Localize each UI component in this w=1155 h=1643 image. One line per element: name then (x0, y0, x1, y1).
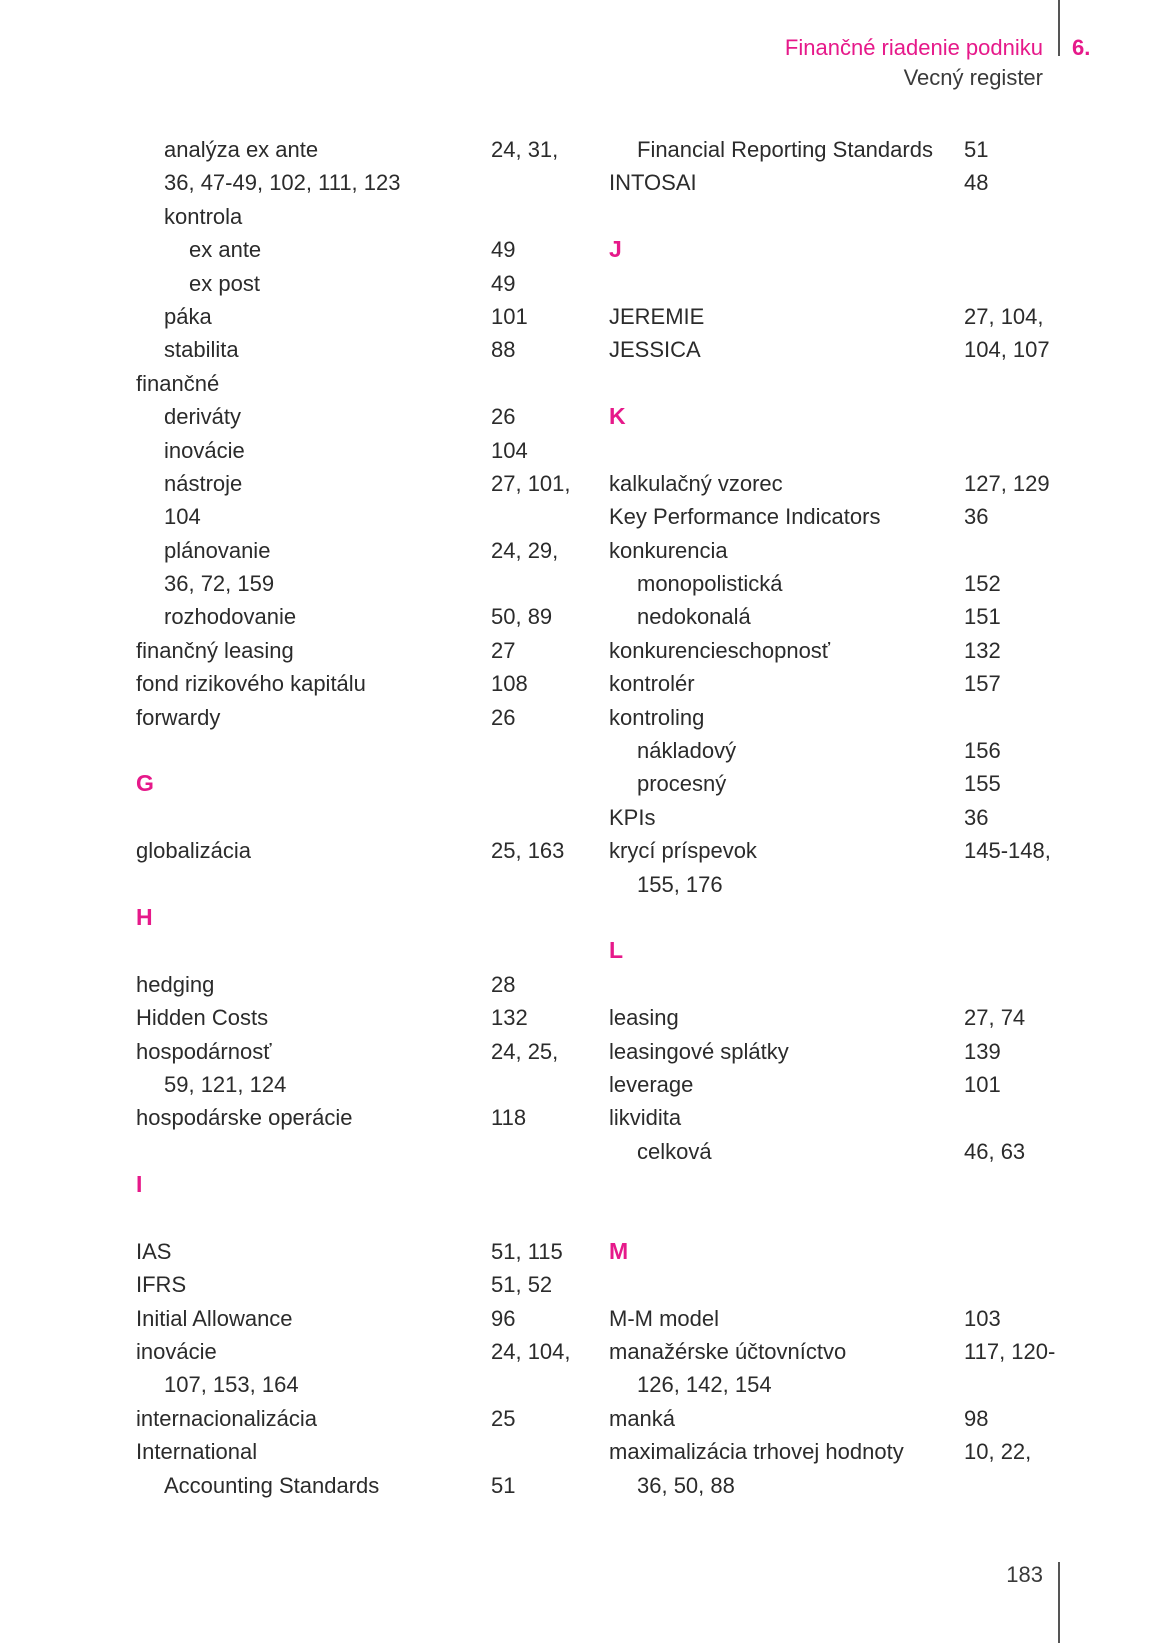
index-term: konkurencia (609, 537, 728, 563)
spacer-row (609, 901, 1079, 934)
index-entry (136, 1368, 606, 1401)
index-page-refs: 10, 22, (964, 1439, 1032, 1465)
index-term: hedging (136, 971, 215, 997)
index-page-refs: 104, 107 (964, 337, 1050, 363)
index-page-refs: 51 (964, 137, 989, 162)
spacer-row (609, 968, 1079, 1001)
index-entry (136, 600, 606, 633)
index-entry (136, 200, 606, 233)
index-term: JESSICA (609, 337, 701, 363)
index-term: finančný leasing (136, 637, 294, 663)
index-letter-heading (609, 1235, 1079, 1268)
index-page-refs: 101 (491, 303, 528, 329)
index-term: 59, 121, 124 (164, 1071, 287, 1097)
index-letter-heading (609, 934, 1079, 967)
page-number: 183 (1006, 1562, 1043, 1587)
index-term: manažérske účtovníctvo (609, 1339, 847, 1365)
index-term: Accounting Standards (164, 1472, 380, 1498)
index-entry (609, 1402, 1079, 1435)
index-entry (609, 1001, 1079, 1034)
index-term: International (136, 1439, 258, 1465)
index-term: kontrolér (609, 671, 695, 697)
index-entry (136, 1035, 606, 1068)
index-entry (136, 567, 606, 600)
index-entry (136, 634, 606, 667)
index-entry (609, 1068, 1079, 1101)
index-entry (609, 868, 1079, 901)
index-letter-heading (609, 233, 1079, 266)
index-page-refs: 27 (491, 637, 516, 663)
index-entry (609, 701, 1079, 734)
index-page-refs: 98 (964, 1405, 989, 1431)
spacer-row (609, 367, 1079, 400)
index-entry (609, 1101, 1079, 1134)
index-term: ex post (189, 270, 260, 296)
index-entry (136, 1068, 606, 1101)
index-term: globalizácia (136, 838, 251, 864)
index-page-refs: 24, 25, (491, 1038, 559, 1064)
index-entry (136, 534, 606, 567)
index-entry (609, 734, 1079, 767)
index-entry (609, 1302, 1079, 1335)
index-entry (136, 1001, 606, 1034)
spacer-row (136, 868, 606, 901)
index-entry (609, 767, 1079, 800)
index-entry (136, 434, 606, 467)
index-term: krycí príspevok (609, 838, 757, 864)
index-term: kalkulačný vzorec (609, 470, 783, 496)
index-term: 104 (164, 504, 201, 530)
index-term: finančné (136, 370, 220, 396)
index-page-refs: 104 (491, 437, 528, 463)
index-entry (609, 333, 1079, 366)
index-page-refs: 103 (964, 1305, 1001, 1331)
index-entry (609, 500, 1079, 533)
index-entry (136, 667, 606, 700)
letter-heading-text: G (136, 770, 154, 797)
index-term: kontroling (609, 704, 705, 730)
index-page-refs: 127, 129 (964, 470, 1050, 496)
index-entry (609, 467, 1079, 500)
index-page-refs: 151 (964, 604, 1001, 630)
spacer-row (136, 1135, 606, 1168)
spacer-row (609, 434, 1079, 467)
spacer-row (136, 934, 606, 967)
index-page-refs: 26 (491, 404, 516, 430)
index-term: inovácie (164, 437, 245, 463)
index-term: stabilita (164, 337, 239, 363)
index-entry (136, 467, 606, 500)
index-page-refs: 49 (491, 270, 516, 296)
index-page-refs: 50, 89 (491, 604, 553, 630)
index-term: internacionalizácia (136, 1405, 317, 1431)
index-entry (136, 267, 606, 300)
index-term: JEREMIE (609, 303, 705, 329)
index-page-refs: 24, 31, (491, 137, 559, 162)
index-page-refs: 139 (964, 1038, 1001, 1064)
index-term: 36, 47-49, 102, 111, 123 (164, 170, 401, 196)
index-entry (609, 166, 1079, 199)
index-page-refs: 49 (491, 237, 516, 263)
index-entry (609, 1469, 1079, 1502)
index-term: IAS (136, 1238, 172, 1264)
index-page-refs: 51 (491, 1472, 516, 1498)
letter-heading-text: I (136, 1171, 143, 1198)
index-page-refs: 96 (491, 1305, 516, 1331)
index-letter-heading (136, 1168, 606, 1201)
index-page-refs: 24, 104, (491, 1339, 571, 1365)
index-term: Financial Reporting Standards (637, 137, 933, 162)
spacer-row (136, 734, 606, 767)
index-entry (136, 1302, 606, 1335)
index-entry (609, 634, 1079, 667)
index-entry (136, 166, 606, 199)
index-term: inovácie (136, 1339, 217, 1365)
chapter-number: 6. (1072, 35, 1091, 60)
index-term: 107, 153, 164 (164, 1372, 299, 1398)
index-page-refs: 88 (491, 337, 516, 363)
index-page-refs: 118 (491, 1105, 527, 1131)
index-page-refs: 155 (964, 771, 1001, 797)
index-term: Key Performance Indicators (609, 504, 881, 530)
index-entry (136, 1335, 606, 1368)
spacer-row (136, 801, 606, 834)
index-entry (609, 567, 1079, 600)
index-entry (136, 333, 606, 366)
index-term: leasing (609, 1005, 679, 1031)
index-page-refs: 27, 104, (964, 303, 1044, 329)
index-column-right (609, 133, 1079, 1502)
index-entry (136, 1469, 606, 1502)
index-page-refs: 101 (964, 1071, 1001, 1097)
index-entry (609, 1035, 1079, 1068)
index-page-refs: 27, 101, (491, 470, 571, 496)
index-entry (136, 1435, 606, 1468)
letter-heading-text: K (609, 403, 626, 430)
index-term: nákladový (637, 738, 737, 764)
spacer-row (609, 1202, 1079, 1235)
index-page-refs: 26 (491, 704, 516, 730)
letter-heading-text: J (609, 236, 622, 263)
index-entry (136, 367, 606, 400)
index-entry (609, 834, 1079, 867)
index-page-refs: 28 (491, 971, 516, 997)
index-page-refs: 46, 63 (964, 1138, 1026, 1164)
index-entry (609, 801, 1079, 834)
index-term: kontrola (164, 203, 243, 229)
index-entry (609, 300, 1079, 333)
index-entry (136, 1235, 606, 1268)
index-entry (136, 500, 606, 533)
index-page-refs: 156 (964, 738, 1001, 764)
index-entry (609, 1335, 1079, 1368)
index-term: deriváty (164, 404, 242, 430)
index-page-refs: 51, 52 (491, 1272, 553, 1298)
index-entry (136, 968, 606, 1001)
index-entry (609, 1435, 1079, 1468)
index-term: KPIs (609, 804, 656, 830)
index-entry (609, 600, 1079, 633)
index-term: forwardy (136, 704, 221, 730)
index-page-refs: 132 (491, 1005, 528, 1031)
index-term: monopolistická (637, 571, 783, 597)
index-term: páka (164, 303, 212, 329)
index-page-refs: 24, 29, (491, 537, 559, 563)
index-term: ex ante (189, 237, 262, 263)
spacer-row (609, 267, 1079, 300)
running-title: Finančné riadenie podniku (784, 35, 1043, 60)
spacer-row (609, 1168, 1079, 1201)
index-term: INTOSAI (609, 170, 697, 196)
index-term: procesný (637, 771, 727, 797)
index-page-refs: 36 (964, 804, 989, 830)
index-entry (609, 1135, 1079, 1168)
index-letter-heading (609, 400, 1079, 433)
index-page-refs: 108 (491, 671, 528, 697)
index-page-refs: 27, 74 (964, 1005, 1026, 1031)
index-entry (136, 1101, 606, 1134)
index-term: M-M model (609, 1305, 720, 1331)
index-page-refs: 48 (964, 170, 989, 196)
index-entry (136, 701, 606, 734)
spacer-row (609, 1268, 1079, 1301)
index-term: maximalizácia trhovej hodnoty (609, 1439, 904, 1465)
footer-divider-line (1058, 1562, 1060, 1643)
index-entry (136, 400, 606, 433)
index-entry (136, 834, 606, 867)
index-page-refs: 25, 163 (491, 838, 565, 864)
index-page-refs: 132 (964, 637, 1001, 663)
index-page-refs: 152 (964, 571, 1001, 597)
index-term: nedokonalá (637, 604, 751, 630)
letter-heading-text: L (609, 937, 624, 964)
letter-heading-text: M (609, 1237, 629, 1264)
index-entry (136, 233, 606, 266)
index-column-left (136, 133, 606, 1502)
index-term: rozhodovanie (164, 604, 297, 630)
index-term: analýza ex ante (164, 137, 319, 162)
index-entry (136, 133, 606, 166)
index-entry (136, 300, 606, 333)
header-divider-line (1058, 0, 1060, 56)
index-term: hospodárnosť (136, 1038, 272, 1064)
index-page-refs: 51, 115 (491, 1238, 563, 1264)
running-subtitle: Vecný register (903, 65, 1043, 90)
index-term: fond rizikového kapitálu (136, 671, 366, 697)
index-entry (609, 534, 1079, 567)
index-entry (609, 1368, 1079, 1401)
index-page-refs: 25 (491, 1405, 516, 1431)
index-entry (136, 1402, 606, 1435)
index-letter-heading (136, 767, 606, 800)
index-term: IFRS (136, 1272, 187, 1298)
index-term: Initial Allowance (136, 1305, 293, 1331)
index-term: plánovanie (164, 537, 271, 563)
letter-heading-text: H (136, 903, 153, 930)
spacer-row (609, 200, 1079, 233)
index-page-refs: 117, 120- (964, 1339, 1056, 1365)
index-term: celková (637, 1138, 712, 1164)
index-term: 36, 50, 88 (637, 1472, 735, 1498)
index-term: hospodárske operácie (136, 1105, 353, 1131)
index-term: 36, 72, 159 (164, 571, 275, 597)
index-term: 155, 176 (637, 871, 723, 897)
index-page-refs: 36 (964, 504, 989, 530)
index-term: nástroje (164, 470, 243, 496)
index-page-refs: 157 (964, 671, 1001, 697)
index-term: leverage (609, 1071, 694, 1097)
index-term: 126, 142, 154 (637, 1372, 772, 1398)
index-term: leasingové splátky (609, 1038, 789, 1064)
index-term: likvidita (609, 1105, 682, 1131)
index-entry (136, 1268, 606, 1301)
index-letter-heading (136, 901, 606, 934)
index-term: konkurencieschopnosť (609, 637, 831, 663)
spacer-row (136, 1202, 606, 1235)
index-page-refs: 145-148, (964, 838, 1051, 864)
index-entry (609, 133, 1079, 166)
index-entry (609, 667, 1079, 700)
index-term: Hidden Costs (136, 1005, 269, 1031)
index-term: manká (609, 1405, 676, 1431)
